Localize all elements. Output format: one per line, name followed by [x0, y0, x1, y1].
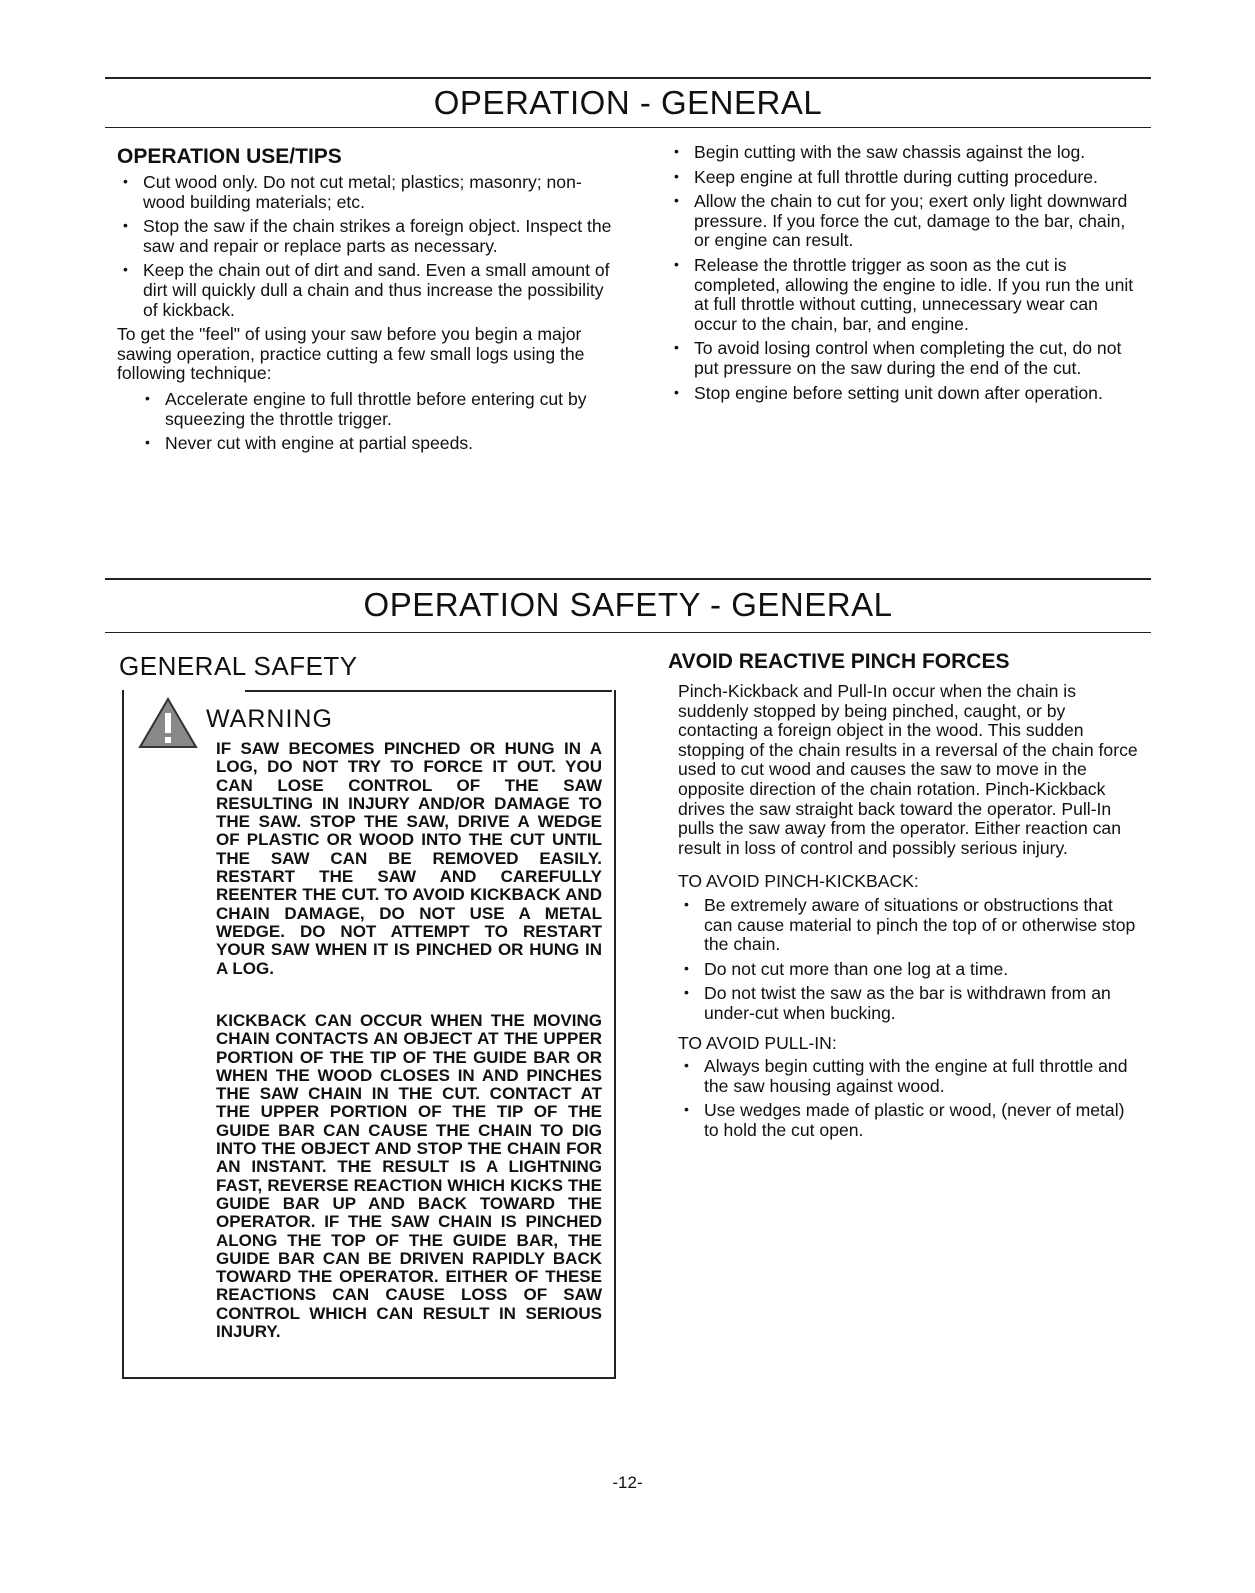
tip-bullet: • Cut wood only. Do not cut metal; plastics; masonry; non-wood building materials; etc.: [117, 173, 613, 212]
tip-bullet: • Keep the chain out of dirt and sand. Even a small amount of dirt will quickly dull a chain and thus increase the possibility of kickback.: [117, 261, 613, 320]
section-title-operation-general: OPERATION - GENERAL: [433, 84, 823, 121]
pullin-bullet: • Use wedges made of plastic or wood, (never of metal) to hold the cut open.: [678, 1101, 1138, 1140]
page-number: -12-: [612, 1473, 643, 1492]
practice-paragraph: To get the "feel" of using your saw before you begin a major sawing operation, practice cutting a few small logs using the following technique:: [117, 324, 585, 384]
pinch-paragraph: Pinch-Kickback and Pull-In occur when the chain is suddenly stopped by being pinched, caught, or by contacting a foreign object in the wood. This sudden stopping of the chain results in a reversal of the chain force used to cut wood and causes the saw to move in the opposite direction of the chain rotation. Pinch-Kickback drives the saw straight back toward the operator. Pull-In pulls the saw away from the operator. Either reaction can result in loss of control and possibly serious injury.: [678, 681, 1138, 858]
kickback-bullet: • Be extremely aware of situations or obstructions that can cause material to pinch the top of or otherwise stop the chain.: [678, 896, 1138, 955]
kickback-bullet: • Do not cut more than one log at a time.: [678, 960, 1138, 980]
cutting-bullet: • Allow the chain to cut for you; exert only light downward pressure. If you force the cut, damage to the bar, chain, or engine can result.: [668, 192, 1138, 251]
kickback-subheading: TO AVOID PINCH-KICKBACK:: [678, 871, 919, 892]
warning-box-top-border: [245, 690, 612, 692]
cutting-bullet: • Keep engine at full throttle during cutting procedure.: [668, 168, 1138, 188]
heading-general-safety: GENERAL SAFETY: [119, 651, 358, 681]
heading-operation-use-tips: OPERATION USE/TIPS: [117, 145, 342, 168]
tip-bullet: • Stop the saw if the chain strikes a foreign object. Inspect the saw and repair or replace parts as necessary.: [117, 217, 613, 256]
cutting-bullet: • Begin cutting with the saw chassis against the log.: [668, 143, 1138, 163]
technique-list: [117, 390, 613, 454]
pinch-forces-column: [678, 682, 1138, 1145]
heading-avoid-reactive-pinch-forces: AVOID REACTIVE PINCH FORCES: [668, 650, 1010, 673]
cutting-bullet: • Release the throttle trigger as soon as the cut is completed, allowing the engine to idle. If you run the unit at full throttle without cutting, unnecessary wear can occur to the chain, bar, and engine.: [668, 256, 1138, 334]
operation-right-column: [668, 143, 1138, 408]
top-rule: [105, 77, 1151, 79]
technique-bullet: • Never cut with engine at partial speeds.: [139, 434, 613, 454]
title-underline: [105, 632, 1151, 633]
section-rule: [105, 578, 1151, 580]
warning-text-pinched: IF SAW BECOMES PINCHED OR HUNG IN A LOG, DO NOT TRY TO FORCE IT OUT. YOU CAN LOSE CONTROL OF THE SAW RESULTING IN INJURY AND/OR DAMAGE TO THE SAW. STOP THE SAW, DRIVE A WEDGE OF PLASTIC OR WOOD INTO THE CUT UNTIL THE SAW CAN BE REMOVED EASILY. RESTART THE SAW AND CAREFULLY REENTER THE CUT. TO AVOID KICKBACK AND CHAIN DAMAGE, DO NOT USE A METAL WEDGE. DO NOT ATTEMPT TO RESTART YOUR SAW WHEN IT IS PINCHED OR HUNG IN A LOG.: [216, 739, 602, 978]
section-title-operation-safety: OPERATION SAFETY - GENERAL: [363, 586, 893, 623]
cutting-bullet: • Stop engine before setting unit down after operation.: [668, 384, 1138, 404]
warning-text-kickback: KICKBACK CAN OCCUR WHEN THE MOVING CHAIN CONTACTS AN OBJECT AT THE UPPER PORTION OF THE TIP OF THE GUIDE BAR OR WHEN THE WOOD CLOSES IN AND PINCHES THE SAW CHAIN IN THE CUT. CONTACT AT THE UPPER PORTION OF THE TIP OF THE GUIDE BAR CAN CAUSE THE CHAIN TO DIG INTO THE OBJECT AND STOP THE CHAIN FOR AN INSTANT. THE RESULT IS A LIGHTNING FAST, REVERSE REACTION WHICH KICKS THE GUIDE BAR UP AND BACK TOWARD THE OPERATOR. IF THE SAW CHAIN IS PINCHED ALONG THE TOP OF THE GUIDE BAR, THE GUIDE BAR CAN BE DRIVEN RAPIDLY BACK TOWARD THE OPERATOR. EITHER OF THESE REACTIONS CAN CAUSE LOSS OF SAW CONTROL WHICH CAN RESULT IN SERIOUS INJURY.: [216, 1011, 602, 1342]
operation-tips-column: [117, 173, 613, 459]
warning-title: WARNING: [206, 705, 333, 733]
technique-bullet: • Accelerate engine to full throttle before entering cut by squeezing the throttle trigger.: [139, 390, 613, 429]
cutting-bullet: • To avoid losing control when completing the cut, do not put pressure on the saw during the end of the cut.: [668, 339, 1138, 378]
pullin-subheading: TO AVOID PULL-IN:: [678, 1032, 837, 1053]
warning-triangle-icon: [138, 697, 198, 749]
pullin-bullet: • Always begin cutting with the engine at full throttle and the saw housing against wood.: [678, 1057, 1138, 1096]
title-underline: [105, 127, 1151, 128]
kickback-bullet: • Do not twist the saw as the bar is withdrawn from an under-cut when bucking.: [678, 984, 1138, 1023]
